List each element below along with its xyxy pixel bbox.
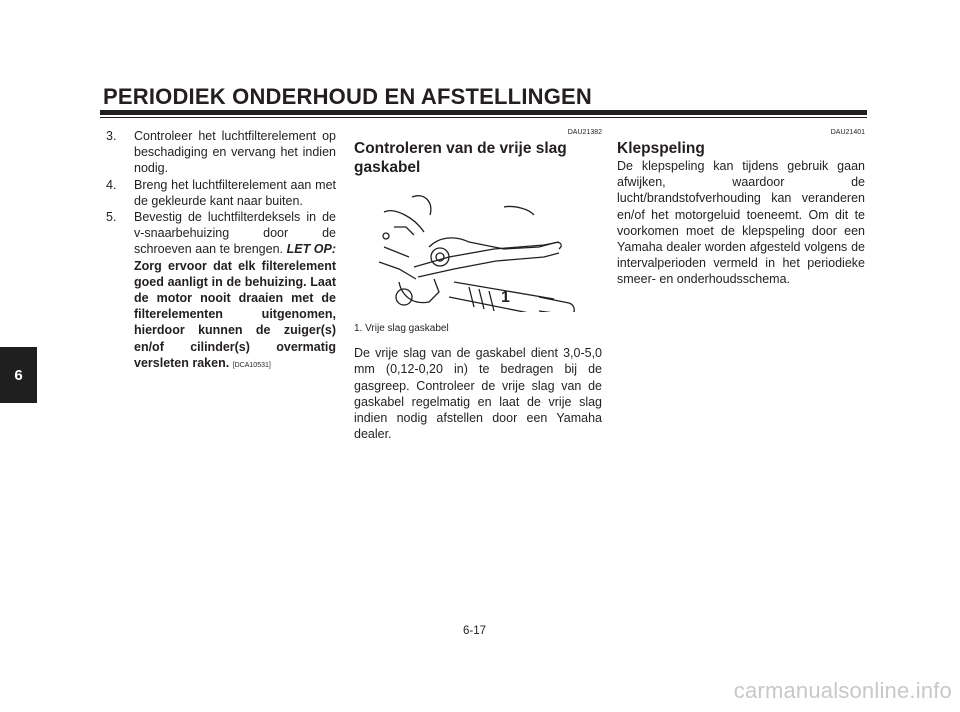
step-item: [106, 209, 336, 374]
step-text: Breng het luchtfilterelement aan met de gekleurde kant naar buiten.: [134, 177, 336, 208]
page-title: PERIODIEK ONDERHOUD EN AFSTELLINGEN: [103, 84, 592, 109]
page-number: 6-17: [463, 625, 487, 637]
header-rule-thin: [100, 117, 867, 118]
right-column: [617, 128, 865, 288]
notice-label: LET OP:: [286, 242, 336, 257]
section-code: DAU21401: [830, 129, 865, 136]
chapter-tab-label: 6: [14, 366, 23, 384]
section-code: DAU21382: [567, 129, 602, 136]
step-text: Bevestig de luchtfilterdeksels in de v-snaarbehuizing door de schroeven aan te brengen.: [134, 210, 336, 257]
middle-column: [354, 128, 602, 442]
step-item: [106, 177, 336, 209]
section-body: De vrije slag van de gaskabel dient 3,0-5,0 mm (0,12-0,20 in) te bedragen bij de gasgreep. Controleer de vrije slag van de gaskabel regelmatig en laat de vrije slag indien nodig afstellen door een Yamaha dealer.: [354, 346, 602, 442]
step-text: Controleer het luchtfilterelement op beschadiging en vervang het indien nodig.: [134, 129, 336, 176]
step-item: [106, 128, 336, 177]
step-number: 4.: [106, 177, 117, 192]
throttle-figure: [354, 187, 602, 312]
section-heading: Klepspeling: [617, 140, 705, 157]
step-number: 3.: [106, 129, 117, 143]
left-column: [106, 128, 336, 374]
figure-caption: 1. Vrije slag gaskabel: [354, 323, 449, 334]
throttle-illustration: [354, 187, 602, 312]
step-number: 5.: [106, 210, 117, 225]
header-rule: [100, 110, 867, 115]
notice-text: Zorg ervoor dat elk filterelement goed aanligt in de behuizing. Laat de motor nooit draaien met de filterelementen uitgenomen, hierdoor kunnen de zuiger(s) en/of cilinder(s) overmatig versleten raken.: [134, 258, 336, 370]
chapter-tab: [0, 347, 37, 403]
section-body: De klepspeling kan tijdens gebruik gaan afwijken, waardoor de lucht/brandstofverhouding kan veranderen en/of het motorgeluid toeneemt. Om dit te voorkomen moet de klepspeling door een Yamaha dealer worden afgesteld volgens de intervalperioden vermeld in het periodieke smeer- en onderhoudsschema.: [617, 159, 865, 287]
section-heading: Controleren van de vrije slag gaskabel: [354, 140, 567, 176]
notice-code: [DCA10531]: [232, 361, 271, 369]
watermark: carmanualsonline.info: [733, 678, 952, 703]
step-list: [106, 128, 336, 374]
figure-callout: 1: [501, 289, 510, 306]
